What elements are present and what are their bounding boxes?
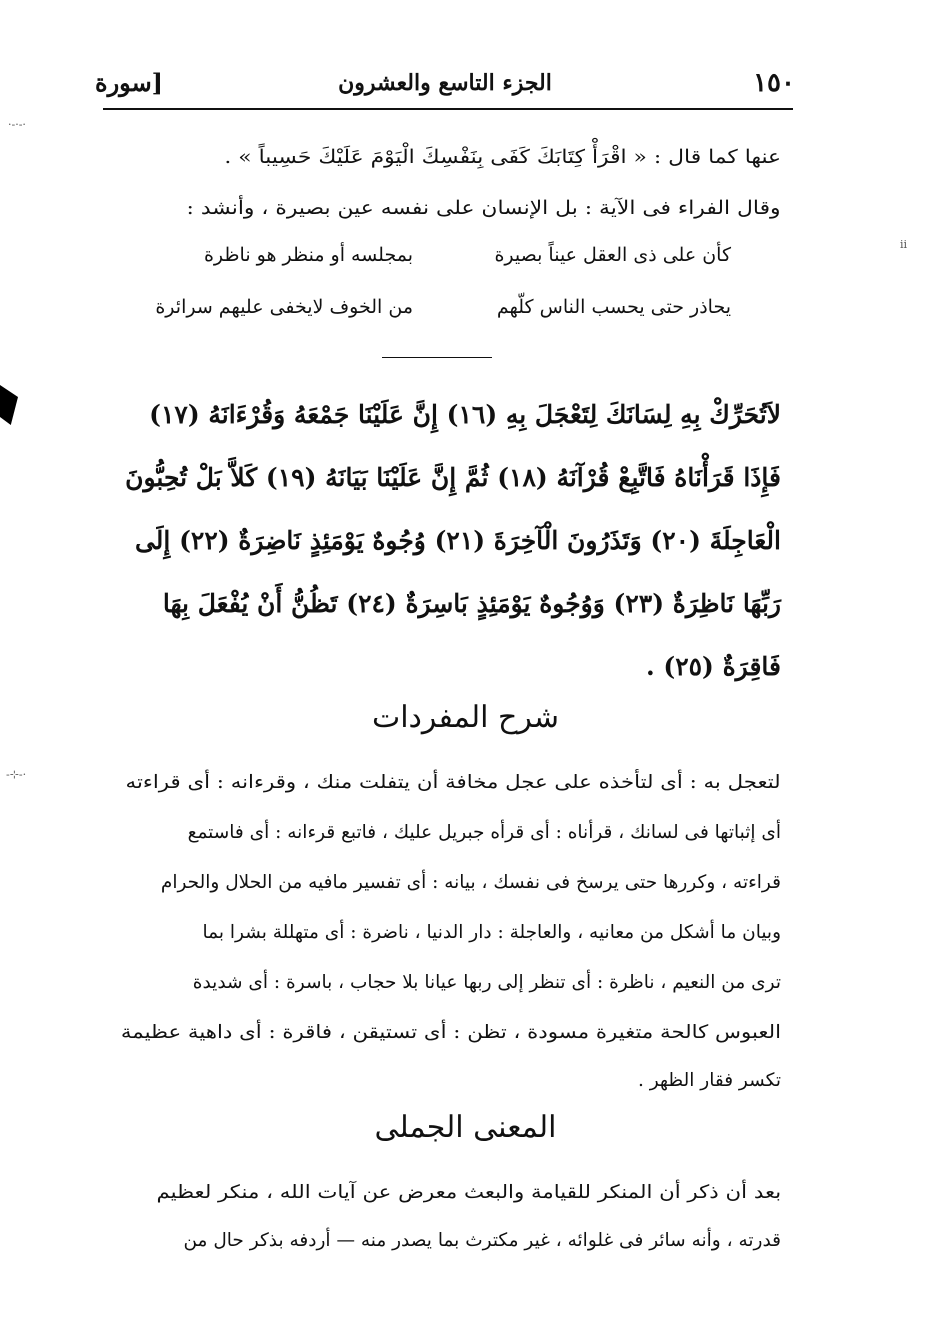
header-rule <box>103 108 793 110</box>
vocab-line: أى إثباتها فى لسانك ، قرأناه : أى قرأه جبريل عليك ، فاتبع قرءانه : أى فاستمع <box>187 822 781 843</box>
quran-line: رَبِّهَا نَاظِرَةٌ (٢٣) وَوُجُوهٌ يَوْمَئِذٍ بَاسِرَةٌ (٢٤) تَظُنُّ أَنْ يُفْعَلَ بِهَا <box>162 589 781 618</box>
vocab-line: تكسر فقار الظهر . <box>637 1070 781 1091</box>
poem-hemistich-left: من الخوف لايخفى عليهم سرائرة <box>155 296 413 318</box>
poem-hemistich-right: كأن على ذى العقل عيناً بصيرة <box>494 244 731 266</box>
vocab-line: لتعجل به : أى لتأخذه على عجل مخافة أن يتفلت منك ، وقرءانه : أى قراءته <box>125 772 781 793</box>
scan-mark: ⅱ <box>900 238 908 251</box>
section-divider <box>382 357 492 358</box>
quran-line: الْعَاجِلَةَ (٢٠) وَتَذَرُونَ الْآخِرَةَ (٢١) وُجُوهٌ يَوْمَئِذٍ نَاضِرَةٌ (٢٢) إِلَى <box>134 526 781 555</box>
vocab-line: قراءته ، وكررها حتى يرسخ فى نفسك ، بيانه : أى تفسير مافيه من الحلال والحرام <box>160 872 781 893</box>
poem-hemistich-left: بمجلسه أو منظر هو ناظرة <box>203 244 413 266</box>
quran-line: فَاقِرَةٌ (٢٥) . <box>645 652 781 681</box>
vocab-line: العبوس كالحة متغيرة مسودة ، تظن : أى تستيقن ، فاقرة : أى داهية عظيمة <box>120 1022 781 1043</box>
vocab-line: ترى من النعيم ، ناظرة : أى تنظر إلى ربها عيانا بلا حجاب ، باسرة : أى شديدة <box>192 972 781 993</box>
running-title: الجزء التاسع والعشرون <box>338 70 552 96</box>
quran-line: فَإِذَا قَرَأْنَاهُ فَاتَّبِعْ قُرْآنَهُ (١٨) ثُمَّ إِنَّ عَلَيْنَا بَيَانَهُ (١٩) كَلاَّ بَلْ تُحِبُّونَ <box>125 463 781 492</box>
meaning-line: قدرته ، وأنه سائر فى غلوائه ، غير مكترث بما يصدر منه — أردفه بذكر حال من <box>183 1230 781 1251</box>
vocab-line: وبيان ما أشكل من معانيه ، والعاجلة : دار الدنيا ، ناضرة : أى متهللة بشرا بما <box>202 922 781 943</box>
page-header <box>95 62 795 106</box>
poem-hemistich-right: يحاذر حتى يحسب الناس كلّهم <box>496 296 731 318</box>
intro-line: وقال الفراء فى الآية : بل الإنسان على نفسه عين بصيرة ، وأنشد : <box>186 197 781 219</box>
scan-mark: -⊹-· <box>6 768 27 781</box>
scan-blot <box>0 385 18 425</box>
heading-overall-meaning: المعنى الجملى <box>374 1110 557 1145</box>
sura-label: [سورة <box>95 68 164 97</box>
meaning-line: بعد أن ذكر أن المنكر للقيامة والبعث معرض عن آيات الله ، منكر لعظيم <box>156 1182 781 1203</box>
page-number: ١٥٠ <box>753 68 795 98</box>
quran-line: لاَتُحَرِّكْ بِهِ لِسَانَكَ لِتَعْجَلَ بِهِ (١٦) إِنَّ عَلَيْنَا جَمْعَهُ وَقُرْءَانَهُ (١٧) <box>149 400 781 429</box>
scan-mark: ·-·-· <box>8 118 26 131</box>
heading-vocabulary: شرح المفردات <box>371 700 560 735</box>
intro-line: عنها كما قال : « اقْرَأْ كِتَابَكَ كَفَى بِنَفْسِكَ الْيَوْمَ عَلَيْكَ حَسِيباً » . <box>224 146 781 168</box>
